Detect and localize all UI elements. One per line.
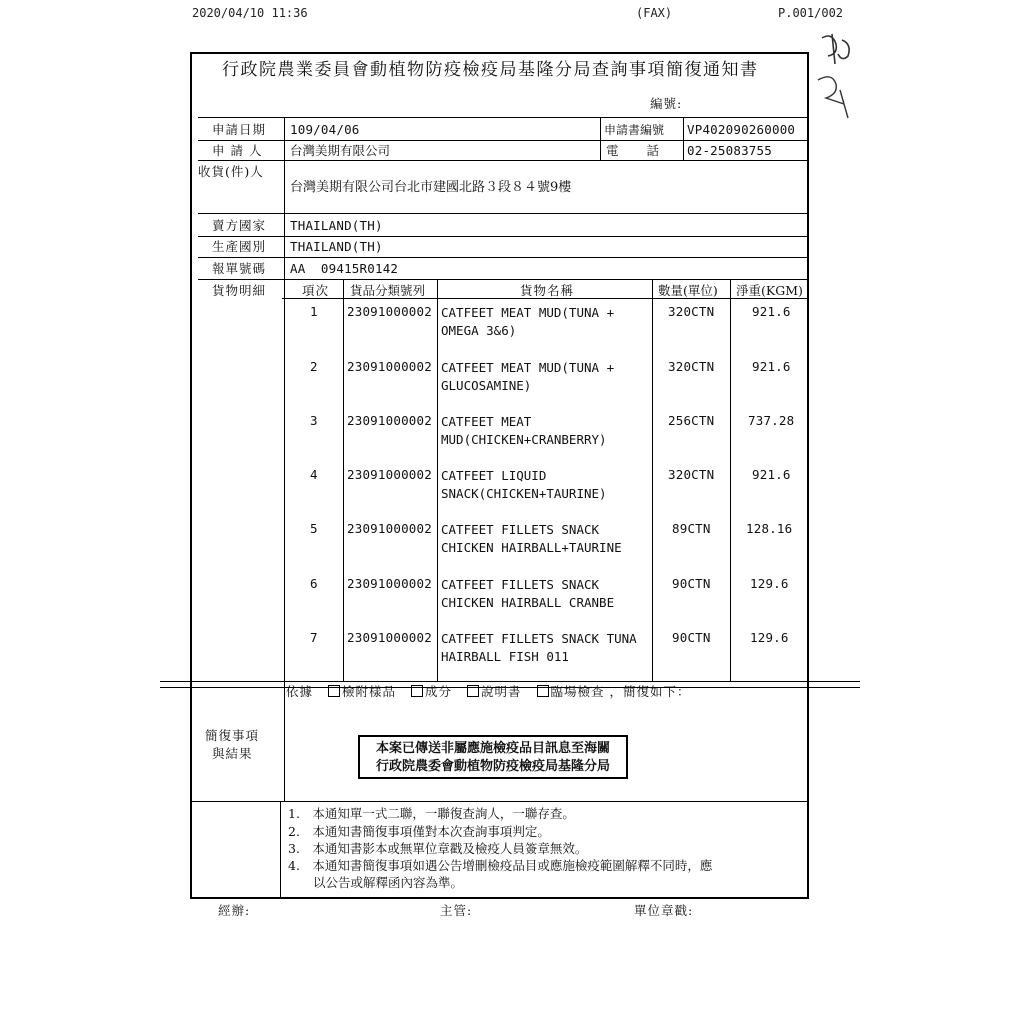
- row-weight: 921.6: [752, 467, 791, 482]
- row-quantity: 90CTN: [672, 576, 711, 591]
- checkbox-ingredients[interactable]: [411, 685, 423, 697]
- rule: [730, 279, 731, 681]
- col-header-code: 貨品分類號列: [350, 283, 426, 298]
- col-header-item: 項次: [302, 283, 330, 298]
- document-title: 行政院農業委員會動植物防疫檢疫局基隆分局查詢事項簡復通知書: [222, 60, 759, 80]
- scan-line: [160, 681, 860, 682]
- rule: [190, 801, 809, 802]
- basis-label: 依據: [286, 684, 314, 699]
- rule: [198, 140, 808, 141]
- handler-label: 經辦:: [218, 903, 251, 918]
- checkbox-sample-label: 檢附樣品: [342, 684, 397, 699]
- reply-label-line1: 簡復事項: [205, 728, 260, 743]
- row-code: 23091000002: [347, 521, 432, 536]
- rule: [198, 213, 808, 214]
- checkbox-sample[interactable]: [328, 685, 340, 697]
- phone-value: 02-25083755: [687, 143, 772, 158]
- row-quantity: 320CTN: [668, 359, 715, 374]
- row-code: 23091000002: [347, 359, 432, 374]
- row-code: 23091000002: [347, 413, 432, 428]
- col-header-qty: 數量(單位): [658, 283, 718, 298]
- row-quantity: 320CTN: [668, 467, 715, 482]
- row-number: 6: [310, 576, 318, 591]
- supervisor-label: 主管:: [440, 903, 473, 918]
- serial-label: 編號:: [650, 96, 683, 111]
- row-code: 23091000002: [347, 467, 432, 482]
- row-weight: 129.6: [750, 630, 789, 645]
- rule: [683, 117, 684, 160]
- rule: [198, 160, 808, 161]
- row-quantity: 90CTN: [672, 630, 711, 645]
- row-number: 5: [310, 521, 318, 536]
- stamp-line-2: 行政院農委會動植物防疫檢疫局基隆分局: [375, 759, 610, 774]
- rule: [198, 257, 808, 258]
- col-header-name: 貨物名稱: [520, 283, 575, 298]
- basis-suffix: ，簡復如下：: [609, 684, 691, 699]
- origin-value: THAILAND(TH): [290, 239, 383, 254]
- checkbox-onsite[interactable]: [537, 685, 549, 697]
- fax-label: (FAX): [636, 6, 673, 20]
- fax-timestamp: 2020/04/10 11:36: [192, 6, 308, 20]
- note-3: 3. 本通知書影本或無單位章戳及檢疫人員簽章無效。: [288, 841, 588, 856]
- phone-label: 電 話: [606, 143, 661, 158]
- row-weight: 129.6: [750, 576, 789, 591]
- row-number: 4: [310, 467, 318, 482]
- note-1: 1. 本通知單一式二聯，一聯復查詢人，一聯存查。: [288, 806, 575, 821]
- row-code: 23091000002: [347, 304, 432, 319]
- reply-label-line2: 與結果: [212, 746, 253, 761]
- row-quantity: 320CTN: [668, 304, 715, 319]
- row-number: 3: [310, 413, 318, 428]
- declaration-value: AA 09415R0142: [290, 261, 399, 276]
- checkbox-ingredients-label: 成分: [425, 684, 453, 699]
- fax-page-number: P.001/002: [778, 6, 844, 20]
- row-weight: 921.6: [752, 304, 791, 319]
- app-no-value: VP402090260000: [687, 122, 796, 137]
- row-description: CATFEET MEAT MUD(TUNA + OMEGA 3&6): [441, 305, 615, 338]
- app-no-label: 申請書編號: [604, 123, 665, 137]
- row-description: CATFEET MEAT MUD(TUNA + GLUCOSAMINE): [441, 360, 615, 393]
- row-number: 1: [310, 304, 318, 319]
- row-quantity: 256CTN: [668, 413, 715, 428]
- origin-label: 生產國別: [212, 239, 267, 254]
- row-weight: 128.16: [746, 521, 793, 536]
- rule: [284, 117, 285, 802]
- seller-country-label: 賣方國家: [212, 218, 267, 233]
- note-4: 4. 本通知書簡復事項如遇公告增刪檢疫品目或應施檢疫範圍解釋不同時，應: [288, 858, 713, 873]
- declaration-label: 報單號碼: [212, 261, 267, 276]
- rule: [343, 279, 344, 681]
- applicant-value: 台灣美期有限公司: [290, 143, 391, 158]
- apply-date-value: 109/04/06: [290, 122, 360, 137]
- note-4-continued: 以公告或解釋函內容為準。: [288, 875, 464, 890]
- row-weight: 921.6: [752, 359, 791, 374]
- row-description: CATFEET FILLETS SNACK CHICKEN HAIRBALL CRANBE: [441, 577, 615, 610]
- rule: [198, 236, 808, 237]
- row-weight: 737.28: [748, 413, 795, 428]
- rule: [600, 117, 601, 160]
- consignee-label: 收貨(件)人: [198, 164, 264, 179]
- checkbox-manual-label: 說明書: [481, 684, 522, 699]
- seal-label: 單位章戳:: [634, 903, 694, 918]
- customs-stamp: [358, 735, 628, 779]
- row-quantity: 89CTN: [672, 521, 711, 536]
- rule: [652, 279, 653, 681]
- stamp-line-1: 本案已傳送非屬應施檢疫品目訊息至海關: [375, 741, 610, 756]
- apply-date-label: 申請日期: [212, 122, 267, 137]
- basis-line: [286, 684, 691, 700]
- goods-label: 貨物明細: [212, 283, 267, 298]
- row-code: 23091000002: [347, 630, 432, 645]
- checkbox-manual[interactable]: [467, 685, 479, 697]
- rule: [198, 279, 808, 280]
- row-description: CATFEET MEAT MUD(CHICKEN+CRANBERRY): [441, 414, 607, 447]
- col-header-weight: 淨重(KGM): [736, 283, 803, 298]
- checkbox-onsite-label: 臨場檢查: [550, 684, 605, 699]
- row-code: 23091000002: [347, 576, 432, 591]
- row-number: 7: [310, 630, 318, 645]
- handwritten-signature: [812, 30, 862, 125]
- rule: [437, 279, 438, 681]
- seller-country-value: THAILAND(TH): [290, 218, 383, 233]
- row-number: 2: [310, 359, 318, 374]
- applicant-label: 申 請 人: [212, 143, 263, 158]
- rule: [280, 801, 281, 898]
- rule: [198, 117, 808, 118]
- row-description: CATFEET FILLETS SNACK CHICKEN HAIRBALL+TAURINE: [441, 522, 622, 555]
- row-description: CATFEET FILLETS SNACK TUNA HAIRBALL FISH 011: [441, 631, 637, 664]
- row-description: CATFEET LIQUID SNACK(CHICKEN+TAURINE): [441, 468, 607, 501]
- consignee-value: 台灣美期有限公司台北市建國北路３段８４號9樓: [290, 180, 572, 195]
- note-2: 2. 本通知書簡復事項僅對本次查詢事項判定。: [288, 824, 550, 839]
